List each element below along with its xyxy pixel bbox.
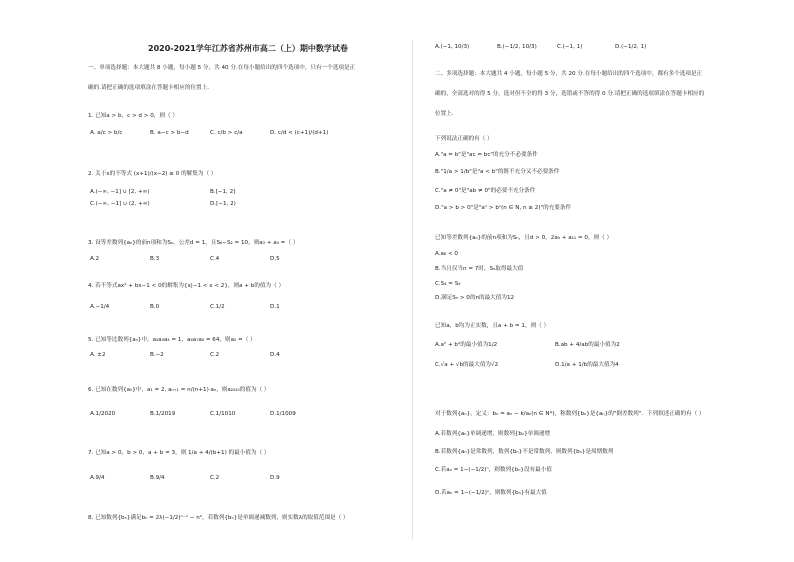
q1-option-b: B. a−c > b−d (150, 130, 189, 136)
q8-option-b: B.(−1/2, 10/3) (497, 44, 537, 50)
section1-heading-line1: 一、单项选择题：本大题共 8 小题，每小题 5 分，共 40 分.在每小题给出的四个选项中，只有一个选项是正 (88, 65, 356, 71)
q10-stem: 已知等差数列{aₙ}的前n项和为Sₙ，且d > 0，2a₅ + a₁₁ = 0，则（ ） (435, 235, 613, 241)
section1-heading-line2: 确的.请把正确的选项填涂在答题卡相应的位置上. (88, 85, 210, 91)
q9-option-a: A."a = b"是"ac = bc"的充分不必要条件 (435, 152, 538, 158)
q6-option-b: B.1/2019 (150, 411, 176, 417)
q2-option-a: A.(−∞, −1] ∪ [2, +∞) (90, 189, 150, 195)
q6-option-c: C.1/1010 (210, 411, 236, 417)
q8-option-c: C.(−1, 1) (557, 44, 583, 50)
q2-option-b: B.[−1, 2] (210, 189, 236, 195)
q11-stem: 已知a，b均为正实数，且a + b = 1，则（ ） (435, 323, 550, 329)
q6-option-a: A.1/2020 (90, 411, 116, 417)
q10-option-d: D.满足Sₙ > 0的n的最大值为12 (435, 295, 515, 301)
q12-option-c: C.若aₙ = 1−(−1/2)ⁿ，则数列{bₙ}没有最小值 (435, 467, 552, 473)
q2-option-c: C.(−∞, −1] ∪ (2, +∞) (90, 201, 150, 207)
q4-option-b: B.0 (150, 304, 160, 310)
q7-option-b: B.9/4 (150, 475, 165, 481)
q4-option-c: C.1/2 (210, 304, 225, 310)
q5-option-b: B.−2 (150, 352, 164, 358)
section2-heading-line3: 位置上. (435, 111, 454, 117)
q1-option-a: A. a/c > b/c (90, 130, 123, 136)
q1-option-c: C. c/b > c/a (210, 130, 243, 136)
q11-option-d: D.1/a + 1/b的最大值为4 (555, 362, 619, 368)
q11-option-b: B.ab + 4/ab的最小值为2 (555, 342, 620, 348)
q5-stem: 5. 已知等比数列{aₙ}中，a₂a₃a₄ = 1，a₆a₇a₈ = 64，则a₅ =（ ） (88, 337, 256, 343)
q3-stem: 3. 设等差数列{aₙ}的前n项和为Sₙ，公差d = 1，且S₆−S₂ = 10，则a₃ + a₄ =（ ） (88, 240, 299, 246)
q7-option-a: A.9/4 (90, 475, 105, 481)
q9-option-d: D."a > b > 0"是"aⁿ > bⁿ(n ∈ N, n ≥ 2)"的充要条件 (435, 205, 572, 211)
q7-option-c: C.2 (210, 475, 220, 481)
q3-option-b: B.3 (150, 256, 160, 262)
q12-option-a: A.若数列{aₙ}单调递增，则数列{bₙ}单调递增 (435, 431, 551, 437)
q7-option-d: D.9 (270, 475, 280, 481)
q10-option-c: C.S₄ = S₉ (435, 281, 461, 287)
right-column (435, 0, 780, 562)
q9-option-b: B."1/a > 1/b"是"a < b"的既不充分又不必要条件 (435, 169, 560, 175)
section2-heading-line1: 二、多项选择题：本大题共 4 小题，每小题 5 分，共 20 分.在每小题给出的四个选项中，都有多个选项是正 (435, 71, 703, 77)
q12-stem: 对于数列{aₙ}，定义：bₙ = aₙ − k/aₙ(n ∈ N*)，称数列{bₙ}是{aₙ}的"倒差数列"．下列叙述正确的有（ ） (435, 411, 705, 417)
q7-stem: 7. 已知a > 0，b > 0，a + b = 3，则 1/a + 4/(b+1) 的最小值为（ ） (88, 450, 270, 456)
q8-option-a: A.(−1, 10/3) (435, 44, 470, 50)
q1-stem: 1. 已知a > b，c > d > 0，则（ ） (88, 113, 178, 119)
q3-option-d: D.5 (270, 256, 280, 262)
q12-option-b: B.若数列{aₙ}是常数列，数列{bₙ}不是常数列，则数列{bₙ}是周期数列 (435, 449, 614, 455)
q11-option-c: C.√a + √b的最大值为√2 (435, 362, 499, 368)
q2-stem: 2. 关于x的不等式 (x+1)/(x−2) ≥ 0 的解集为（ ） (88, 171, 217, 177)
q6-stem: 6. 已知在数列{aₙ}中，a₁ = 2, aₙ₊₁ = n/(n+1)·aₙ，则a₂₀₂₀的值为（ ） (88, 387, 270, 393)
q3-option-a: A.2 (90, 256, 100, 262)
q8-stem: 8. 已知数列{bₙ}满足bₙ = 2λ(−1/2)ⁿ⁻¹ − n²，若数列{bₙ}是单调递减数列，则实数λ的取值范围是（ ） (88, 515, 349, 521)
q10-option-a: A.a₈ < 0 (435, 251, 458, 257)
q5-option-d: D.4 (270, 352, 280, 358)
q8-option-d: D.(−1/2, 1) (615, 44, 647, 50)
q11-option-a: A.a² + b²的最小值为1/2 (435, 342, 498, 348)
q1-option-d: D. c/d < (c+1)/(d+1) (270, 130, 329, 136)
section2-heading-line2: 确的，全部选对的得 5 分，选对但不全的得 3 分，选错或不答的得 0 分.请把正确的选项填涂在答题卡相应的 (435, 91, 705, 97)
q6-option-d: D.1/1009 (270, 411, 296, 417)
q12-option-d: D.若aₙ = 1−(−1/2)ⁿ，则数列{bₙ}有最大值 (435, 490, 547, 496)
q5-option-c: C.2 (210, 352, 220, 358)
q5-option-a: A. ±2 (90, 352, 106, 358)
q10-option-b: B.当且仅当n = 7时，Sₙ取得最大值 (435, 266, 524, 272)
left-column (88, 0, 448, 562)
q9-stem: 下列说法正确的有（ ） (435, 136, 493, 142)
q9-option-c: C."a ≠ 0"是"ab ≠ 0"的必要不充分条件 (435, 188, 536, 194)
q2-option-d: D.[−1, 2) (210, 201, 236, 207)
q4-option-a: A.−1/4 (90, 304, 110, 310)
page-title: 2020-2021学年江苏省苏州市高二（上）期中数学试卷 (148, 44, 348, 53)
q4-stem: 4. 若不等式ax² + bx−1 < 0的解集为{x|−1 < x < 2}，则a + b的值为（ ） (88, 283, 285, 289)
q3-option-c: C.4 (210, 256, 220, 262)
q4-option-d: D.1 (270, 304, 280, 310)
